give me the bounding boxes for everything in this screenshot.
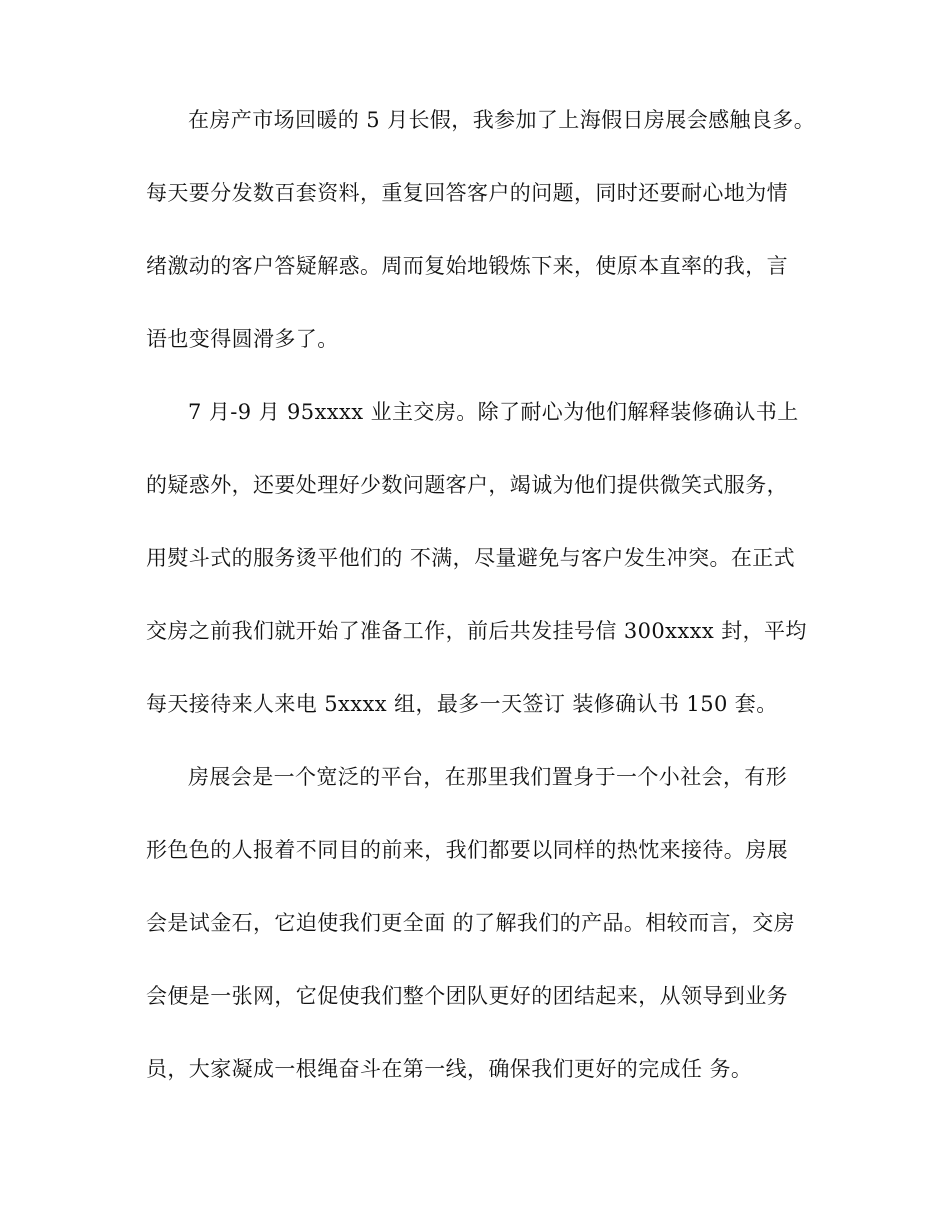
text-line: 交房之前我们就开始了准备工作，前后共发挂号信 300xxxx 封，平均 — [146, 619, 807, 643]
text-line: 7 月-9 月 95xxxx 业主交房。除了耐心为他们解释装修确认书上 — [188, 400, 799, 424]
text-line: 会便是一张网，它促使我们整个团队更好的团结起来，从领导到业务 — [146, 984, 788, 1008]
text-line: 用熨斗式的服务烫平他们的 不满，尽量避免与客户发生冲突。在正式 — [146, 546, 796, 570]
text-line: 房展会是一个宽泛的平台，在那里我们置身于一个小社会，有形 — [188, 765, 788, 789]
document-body — [146, 100, 826, 1122]
paragraph-2 — [146, 392, 826, 757]
text-line: 会是试金石，它迫使我们更全面 的了解我们的产品。相较而言，交房 — [146, 911, 796, 935]
paragraph-1 — [146, 100, 826, 392]
text-line: 语也变得圆滑多了。 — [146, 327, 339, 351]
text-line: 每天接待来人来电 5xxxx 组，最多一天签订 装修确认书 150 套。 — [146, 692, 778, 716]
text-line: 形色色的人报着不同目的前来，我们都要以同样的热忱来接待。房展 — [146, 838, 788, 862]
text-line: 在房产市场回暖的 5 月长假，我参加了上海假日房展会感触良多。 — [188, 108, 816, 132]
text-line: 的疑惑外，还要处理好少数问题客户，竭诚为他们提供微笑式服务， — [146, 473, 788, 497]
text-line: 员，大家凝成一根绳奋斗在第一线，确保我们更好的完成任 务。 — [146, 1057, 753, 1081]
paragraph-3 — [146, 757, 826, 1122]
text-line: 绪激动的客户答疑解惑。周而复始地锻炼下来，使原本直率的我，言 — [146, 254, 788, 278]
text-line: 每天要分发数百套资料，重复回答客户的问题，同时还要耐心地为情 — [146, 181, 788, 205]
